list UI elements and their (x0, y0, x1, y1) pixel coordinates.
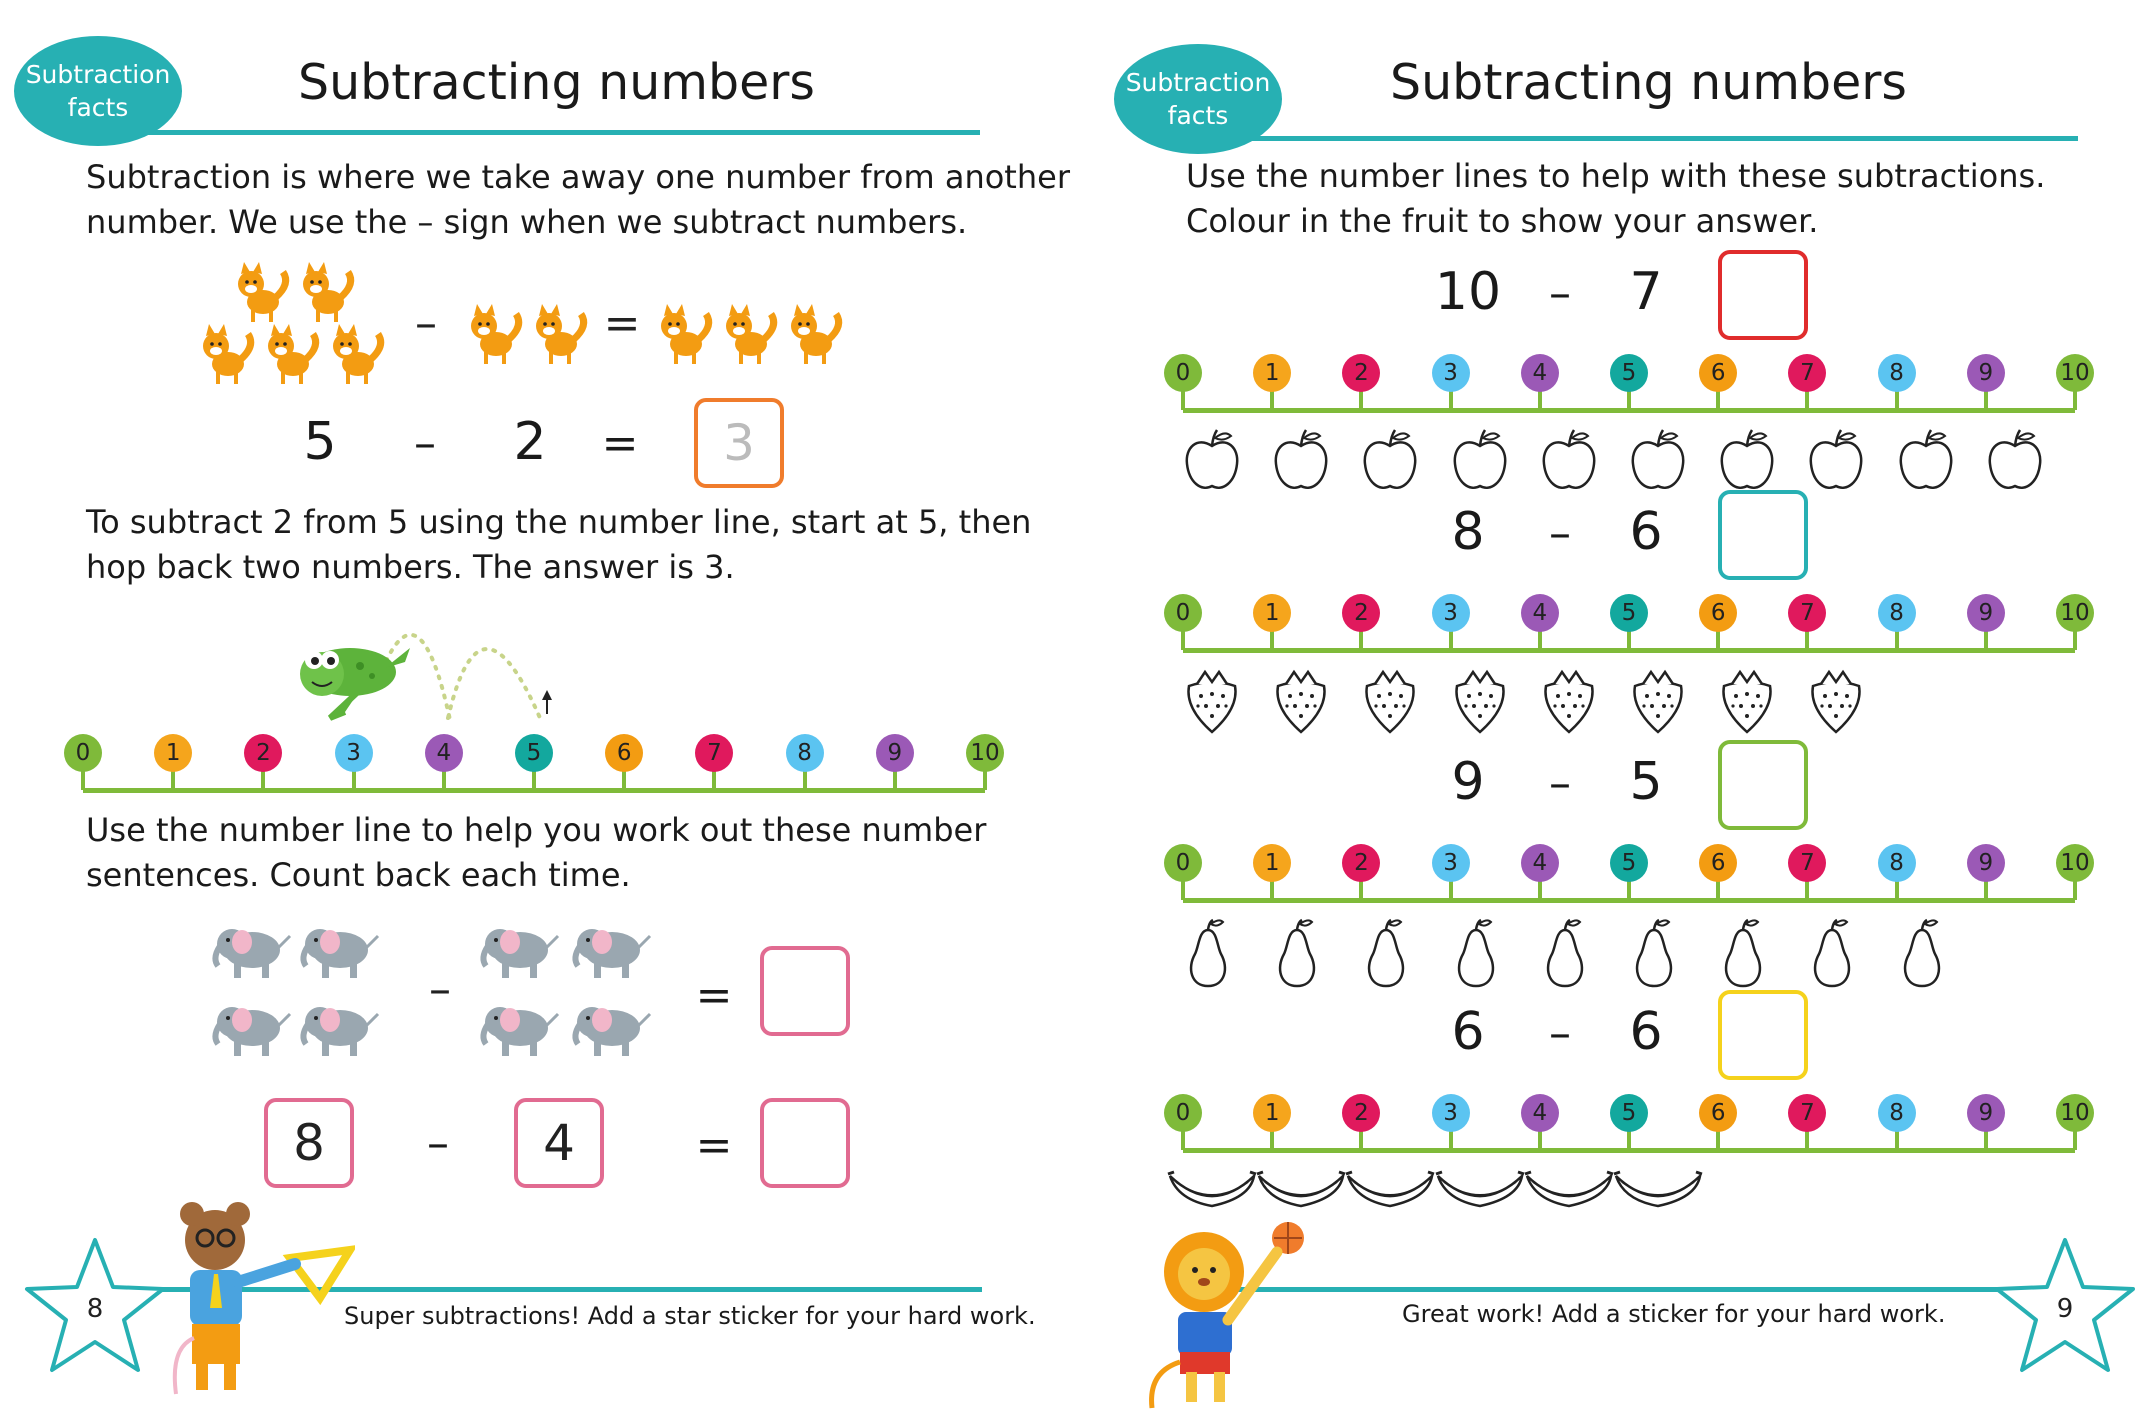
example-equals: = (601, 418, 639, 469)
number-line-tick-0: 0 (1164, 844, 1202, 882)
badge-line-1: Subtraction (25, 60, 171, 89)
fox-equals-sign: = (603, 298, 641, 349)
number-line-tick-1: 1 (1253, 594, 1291, 632)
footer-text: Super subtractions! Add a star sticker for your hard work. (344, 1302, 1036, 1330)
number-line-tick-2: 2 (244, 734, 282, 772)
problem-b: 6 (1629, 502, 1663, 562)
sentence-b: 4 (543, 1114, 575, 1172)
pear-icon[interactable] (1807, 918, 1857, 994)
sentence-answer-box[interactable] (760, 1098, 850, 1188)
apple-icon[interactable] (1718, 428, 1776, 498)
intro-text (86, 155, 1070, 245)
pear-icon[interactable] (1451, 918, 1501, 994)
pear-icon[interactable] (1540, 918, 1590, 994)
problem-b: 7 (1629, 262, 1663, 322)
number-line-tick-10: 10 (2056, 844, 2094, 882)
intro-line-2: number. We use the – sign when we subtract numbers. (86, 203, 968, 241)
instruction-line-2: sentences. Count back each time. (86, 856, 631, 894)
sentence-a: 8 (293, 1114, 325, 1172)
apple-icon[interactable] (1540, 428, 1598, 498)
problem-answer-box[interactable] (1718, 250, 1808, 340)
banana-icon[interactable] (1166, 1168, 1258, 1216)
frog-icon (300, 648, 410, 718)
number-line-tick-5: 5 (1610, 844, 1648, 882)
problem-b: 5 (1629, 752, 1663, 812)
strawberry-icon[interactable] (1272, 668, 1330, 738)
title-rule (1218, 136, 2078, 141)
number-line-tick-8: 8 (1878, 1094, 1916, 1132)
number-line (64, 728, 1004, 798)
number-line-tick-9: 9 (1967, 1094, 2005, 1132)
number-line-tick-2: 2 (1342, 844, 1380, 882)
number-line-tick-2: 2 (1342, 594, 1380, 632)
fox-group-removed (471, 304, 584, 364)
hop-line-1: To subtract 2 from 5 using the number line, start at 5, then (86, 503, 1032, 541)
number-line-tick-2: 2 (1342, 1094, 1380, 1132)
number-line-tick-7: 7 (695, 734, 733, 772)
banana-icon[interactable] (1612, 1168, 1704, 1216)
number-line-tick-9: 9 (1967, 594, 2005, 632)
pear-icon[interactable] (1629, 918, 1679, 994)
apple-icon[interactable] (1361, 428, 1419, 498)
pear-icon[interactable] (1183, 918, 1233, 994)
number-line-tick-1: 1 (1253, 844, 1291, 882)
strawberry-icon[interactable] (1361, 668, 1419, 738)
number-line-tick-3: 3 (1432, 1094, 1470, 1132)
example-a: 5 (303, 412, 337, 472)
page-title: Subtracting numbers (1390, 54, 1907, 111)
number-line (1164, 588, 2094, 658)
example-minus: – (414, 418, 436, 469)
hop-line-2: hop back two numbers. The answer is 3. (86, 548, 735, 586)
fox-picture-sum (190, 262, 850, 392)
hop-text (86, 500, 1031, 590)
number-line-tick-4: 4 (425, 734, 463, 772)
sentence-a-box (264, 1098, 354, 1188)
apple-icon[interactable] (1897, 428, 1955, 498)
problem-minus: – (1549, 508, 1571, 559)
footer-text: Great work! Add a sticker for your hard work. (1402, 1300, 1946, 1328)
number-line-tick-6: 6 (605, 734, 643, 772)
number-line-tick-3: 3 (1432, 844, 1470, 882)
problem-b: 6 (1629, 1002, 1663, 1062)
number-line-tick-8: 8 (1878, 844, 1916, 882)
number-line-tick-5: 5 (1610, 594, 1648, 632)
number-line-tick-10: 10 (966, 734, 1004, 772)
number-line-tick-7: 7 (1788, 844, 1826, 882)
instruction-line-2: Colour in the fruit to show your answer. (1186, 202, 1819, 240)
footer-rule (1188, 1287, 2078, 1292)
number-line-tick-10: 10 (2056, 1094, 2094, 1132)
problem-answer-box[interactable] (1718, 740, 1808, 830)
pear-icon[interactable] (1361, 918, 1411, 994)
apple-icon[interactable] (1451, 428, 1509, 498)
number-line-tick-6: 6 (1699, 594, 1737, 632)
fox-group-result (661, 304, 839, 364)
problem-a: 6 (1451, 1002, 1485, 1062)
pear-icon[interactable] (1897, 918, 1947, 994)
banana-icon[interactable] (1523, 1168, 1615, 1216)
intro-line-1: Subtraction is where we take away one number from another (86, 158, 1070, 196)
instruction-text (86, 808, 986, 898)
apple-icon[interactable] (1183, 428, 1241, 498)
banana-icon[interactable] (1255, 1168, 1347, 1216)
page-number: 8 (86, 1294, 104, 1324)
number-line-tick-7: 7 (1788, 354, 1826, 392)
number-line-tick-4: 4 (1521, 1094, 1559, 1132)
problem-a: 8 (1451, 502, 1485, 562)
fox-group-start (203, 262, 381, 384)
page-title: Subtracting numbers (298, 54, 815, 111)
problem-answer-box[interactable] (1718, 990, 1808, 1080)
elephant-equals: = (695, 970, 733, 1021)
strawberry-icon[interactable] (1183, 668, 1241, 738)
apple-icon[interactable] (1272, 428, 1330, 498)
elephant-answer-box[interactable] (760, 946, 850, 1036)
elephant-picture-sum (212, 918, 672, 1073)
number-line (1164, 1088, 2094, 1158)
number-line-tick-5: 5 (1610, 354, 1648, 392)
example-b: 2 (513, 412, 547, 472)
number-line-tick-1: 1 (1253, 1094, 1291, 1132)
number-line (1164, 838, 2094, 908)
number-line-tick-4: 4 (1521, 844, 1559, 882)
number-line-tick-7: 7 (1788, 1094, 1826, 1132)
number-line-tick-0: 0 (64, 734, 102, 772)
strawberry-icon[interactable] (1540, 668, 1598, 738)
instruction-line-1: Use the number lines to help with these subtractions. (1186, 157, 2046, 195)
page-number: 9 (2056, 1294, 2074, 1324)
apple-icon[interactable] (1629, 428, 1687, 498)
elephant-minus-sign: – (429, 964, 451, 1015)
number-line-tick-5: 5 (1610, 1094, 1648, 1132)
right-page (1078, 0, 2156, 1417)
pear-icon[interactable] (1718, 918, 1768, 994)
apple-icon[interactable] (1986, 428, 2044, 498)
badge-line-2: facts (1167, 101, 1229, 130)
number-line-tick-7: 7 (1788, 594, 1826, 632)
strawberry-icon[interactable] (1451, 668, 1509, 738)
number-line-tick-3: 3 (1432, 354, 1470, 392)
number-line-tick-1: 1 (154, 734, 192, 772)
strawberry-icon[interactable] (1807, 668, 1865, 738)
problem-minus: – (1549, 268, 1571, 319)
problem-a: 9 (1451, 752, 1485, 812)
instruction-line-1: Use the number line to help you work out these number (86, 811, 987, 849)
number-line-tick-10: 10 (2056, 354, 2094, 392)
number-line-tick-6: 6 (1699, 354, 1737, 392)
fox-minus-sign: – (415, 298, 437, 349)
number-line-tick-9: 9 (1967, 354, 2005, 392)
number-line-tick-3: 3 (335, 734, 373, 772)
number-line-tick-5: 5 (515, 734, 553, 772)
number-line-tick-8: 8 (786, 734, 824, 772)
number-line-tick-0: 0 (1164, 354, 1202, 392)
number-line-tick-2: 2 (1342, 354, 1380, 392)
number-line-tick-9: 9 (876, 734, 914, 772)
number-line-tick-1: 1 (1253, 354, 1291, 392)
example-answer-traced: 3 (723, 414, 755, 472)
example-answer-box (694, 398, 784, 488)
sentence-equals: = (695, 1120, 733, 1171)
badge-line-1: Subtraction (1125, 68, 1271, 97)
banana-icon[interactable] (1344, 1168, 1436, 1216)
number-line-tick-4: 4 (1521, 354, 1559, 392)
number-line-tick-0: 0 (1164, 594, 1202, 632)
apple-icon[interactable] (1807, 428, 1865, 498)
elephant-group-removed (483, 929, 650, 1056)
number-line-tick-6: 6 (1699, 844, 1737, 882)
lion-basketball-illustration (1142, 1212, 1317, 1412)
number-line-tick-3: 3 (1432, 594, 1470, 632)
problem-minus: – (1549, 758, 1571, 809)
badge-line-2: facts (67, 93, 129, 122)
frog-hop-illustration (290, 600, 570, 735)
sentence-b-box (514, 1098, 604, 1188)
mouse-teacher-illustration (170, 1198, 355, 1398)
number-line-tick-10: 10 (2056, 594, 2094, 632)
number-line-tick-9: 9 (1967, 844, 2005, 882)
sentence-minus: – (427, 1118, 449, 1169)
number-line-tick-8: 8 (1878, 594, 1916, 632)
number-line-tick-4: 4 (1521, 594, 1559, 632)
number-line-tick-0: 0 (1164, 1094, 1202, 1132)
pear-icon[interactable] (1272, 918, 1322, 994)
problem-minus: – (1549, 1008, 1571, 1059)
number-line (1164, 348, 2094, 418)
elephant-group-start (215, 929, 378, 1056)
title-rule (110, 130, 980, 135)
number-line-tick-6: 6 (1699, 1094, 1737, 1132)
number-line-tick-8: 8 (1878, 354, 1916, 392)
problem-answer-box[interactable] (1718, 490, 1808, 580)
strawberry-icon[interactable] (1629, 668, 1687, 738)
instruction-text (1186, 154, 2045, 244)
banana-icon[interactable] (1434, 1168, 1526, 1216)
strawberry-icon[interactable] (1718, 668, 1776, 738)
problem-a: 10 (1434, 262, 1502, 322)
